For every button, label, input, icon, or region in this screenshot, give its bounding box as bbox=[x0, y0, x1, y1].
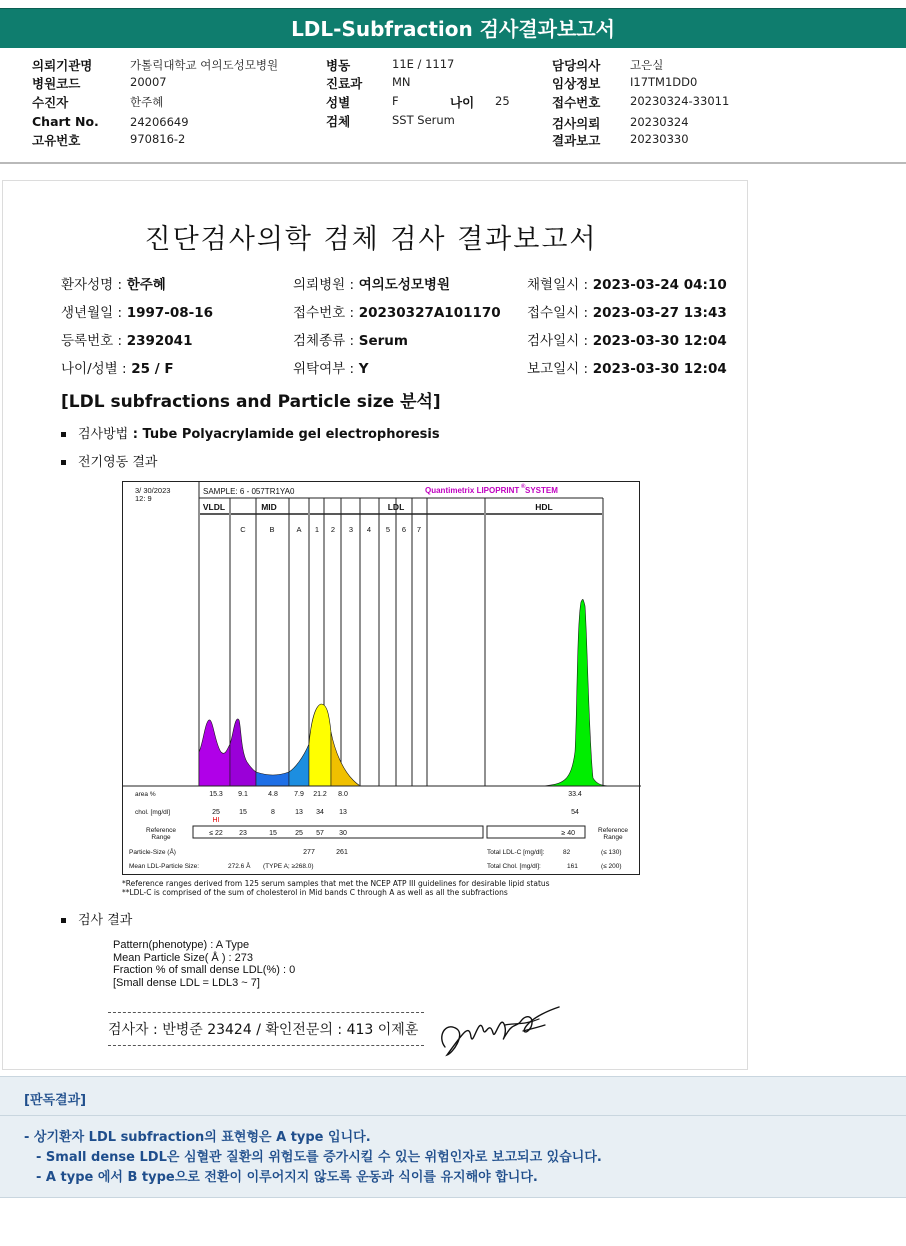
label-unique-no: 고유번호 bbox=[32, 133, 81, 148]
chart-svg bbox=[123, 482, 641, 876]
divider bbox=[108, 1012, 424, 1013]
bullet-icon bbox=[61, 432, 66, 437]
area-value: 15.3 bbox=[209, 791, 223, 798]
series-area-b bbox=[256, 772, 289, 786]
row-label-reference: Reference bbox=[146, 827, 176, 834]
area-value: 7.9 bbox=[294, 791, 304, 798]
band-label-A: A bbox=[296, 525, 302, 534]
reference-value: 57 bbox=[316, 830, 324, 837]
result-line-small-dense: Fraction % of small dense LDL(%) : 0 bbox=[113, 964, 296, 976]
value-referral-org: 가톨릭대학교 여의도성모병원 bbox=[130, 58, 279, 72]
result-line-particle-size: Mean Particle Size( Å ) : 273 bbox=[113, 951, 254, 964]
interpretation-title: [판독결과] bbox=[24, 1093, 87, 1108]
interpretation-line-1: - 상기환자 LDL subfraction의 표현형은 A type 입니다. bbox=[24, 1130, 371, 1145]
label-clinical-info: 임상정보 bbox=[552, 76, 601, 91]
label-chart-no: Chart No. bbox=[32, 114, 99, 129]
label-test-request: 검사의뢰 bbox=[552, 116, 601, 131]
reference-value: ≤ 22 bbox=[209, 830, 223, 837]
total-ldl-reference: (≤ 130) bbox=[601, 849, 622, 856]
field-outsourced: 위탁여부 : Y bbox=[293, 361, 369, 377]
value-age: 25 bbox=[495, 94, 510, 108]
report-title-bar: LDL-Subfraction 검사결과보고서 bbox=[0, 8, 906, 48]
field-referral-hospital: 의뢰병원 : 여의도성모병원 bbox=[293, 277, 451, 293]
section-title: [LDL subfractions and Particle size 분석] bbox=[61, 392, 441, 412]
chol-value: 34 bbox=[316, 809, 324, 816]
value-result-report: 20230330 bbox=[630, 132, 689, 146]
label-specimen: 검체 bbox=[326, 114, 351, 129]
chol-value: 25 bbox=[212, 809, 220, 816]
area-value: 8.0 bbox=[338, 791, 348, 798]
series-area-ldl2 bbox=[331, 732, 359, 786]
footnote-2: **LDL-C is comprised of the sum of cholesterol in Mid bands C through A as well as all the subfractions bbox=[122, 888, 508, 897]
result-block bbox=[113, 939, 295, 989]
band-label-3: 3 bbox=[348, 525, 354, 534]
mean-particle-label: Mean LDL-Particle Size: bbox=[129, 863, 200, 870]
bullet-icon bbox=[61, 460, 66, 465]
chol-flag-high: HI bbox=[212, 817, 220, 824]
chol-value: 15 bbox=[239, 809, 247, 816]
interpretation-line-2: - Small dense LDL은 심혈관 질환의 위험도를 증가시킬 수 있는 위험인자로 보고되고 있습니다. bbox=[36, 1150, 602, 1165]
band-label-2: 2 bbox=[330, 525, 336, 534]
value-department: MN bbox=[392, 75, 411, 89]
field-receipt-time: 접수일시 : 2023-03-27 13:43 bbox=[527, 305, 727, 321]
band-label-1: 1 bbox=[314, 525, 320, 534]
chart-footnotes bbox=[122, 879, 550, 897]
hdl-chol-value: 54 bbox=[571, 809, 579, 816]
value-unique-no: 970816-2 bbox=[130, 132, 186, 146]
band-label-7: 7 bbox=[416, 525, 422, 534]
interpretation-header bbox=[0, 1076, 906, 1116]
bullet-icon bbox=[61, 918, 66, 923]
particle-size-value: 261 bbox=[336, 849, 348, 856]
value-specimen: SST Serum bbox=[392, 113, 455, 127]
value-clinical-info: I17TM1DD0 bbox=[630, 75, 698, 89]
chol-value: 13 bbox=[339, 809, 347, 816]
chart-sample-id: SAMPLE: 6 - 057TR1YA0 bbox=[203, 487, 295, 496]
chart-brand-mark: ® bbox=[521, 484, 526, 490]
area-value: 9.1 bbox=[238, 791, 248, 798]
chart-brand-suffix: SYSTEM bbox=[525, 486, 558, 495]
chart-date: 3/ 30/2023 bbox=[135, 486, 171, 495]
report-title: 진단검사의학 검체 검사 결과보고서 bbox=[144, 224, 598, 255]
total-ldl-value: 82 bbox=[563, 849, 571, 856]
band-label-B: B bbox=[269, 525, 275, 534]
total-chol-reference: (≤ 200) bbox=[601, 863, 622, 870]
group-label-hdl: HDL bbox=[535, 502, 553, 512]
particle-size-value: 277 bbox=[303, 849, 315, 856]
group-label-ldl: LDL bbox=[387, 502, 405, 512]
result-bullet: 검사 결과 bbox=[61, 909, 132, 928]
area-value: 4.8 bbox=[268, 791, 278, 798]
value-ward: 11E / 1117 bbox=[392, 57, 455, 71]
row-label-particle-size: Particle-Size (Å) bbox=[129, 849, 176, 856]
tester-line: 검사자 : 반병준 23424 / 확인전문의 : 413 이제훈 bbox=[108, 1022, 419, 1038]
label-hospital-code: 병원코드 bbox=[32, 76, 81, 91]
footnote-1: *Reference ranges derived from 125 serum samples that met the NCEP ATP III guidelines for desirable lipid status bbox=[122, 879, 550, 888]
series-area-ldl1 bbox=[309, 704, 331, 786]
reference-value: 25 bbox=[295, 830, 303, 837]
total-chol-label: Total Chol. [mg/dl]: bbox=[487, 863, 541, 870]
mean-particle-value: 272.6 Å bbox=[228, 863, 251, 870]
series-area-a bbox=[289, 744, 309, 786]
handwritten-signature bbox=[435, 1003, 565, 1063]
patient-info-grid bbox=[0, 52, 906, 164]
value-receipt-no: 20230324-33011 bbox=[630, 94, 730, 108]
result-line-definition: [Small dense LDL = LDL3 ~ 7] bbox=[113, 976, 260, 989]
mean-particle-type: (TYPE A; ≥268.0) bbox=[263, 863, 314, 870]
field-report-time: 보고일시 : 2023-03-30 12:04 bbox=[527, 361, 727, 377]
reference-range-box bbox=[193, 826, 483, 838]
series-area-vldl bbox=[199, 720, 230, 786]
value-sex: F bbox=[392, 94, 399, 108]
divider bbox=[108, 1045, 424, 1046]
field-specimen-type: 검체종류 : Serum bbox=[293, 333, 408, 349]
value-test-request: 20230324 bbox=[630, 115, 689, 129]
field-patient-name: 환자성명 : 한주혜 bbox=[61, 277, 166, 293]
label-department: 진료과 bbox=[326, 76, 363, 91]
band-label-4: 4 bbox=[366, 525, 372, 534]
label-age: 나이 bbox=[450, 95, 475, 110]
label-sex: 성별 bbox=[326, 95, 351, 110]
chart-brand: Quantimetrix LIPOPRINT bbox=[425, 486, 520, 495]
electrophoresis-bullet: 전기영동 결과 bbox=[61, 451, 157, 470]
chart-time: 12: 9 bbox=[135, 494, 152, 503]
field-registration-number: 등록번호 : 2392041 bbox=[61, 333, 193, 349]
field-birth-date: 생년월일 : 1997-08-16 bbox=[61, 305, 214, 321]
label-doctor: 담당의사 bbox=[552, 58, 601, 73]
label-ward: 병동 bbox=[326, 58, 351, 73]
row-label-reference-right: Reference bbox=[598, 827, 628, 834]
value-chart-no: 24206649 bbox=[130, 115, 189, 129]
label-patient: 수진자 bbox=[32, 95, 69, 110]
label-result-report: 결과보고 bbox=[552, 133, 601, 148]
group-label-mid: MID bbox=[261, 502, 277, 512]
value-hospital-code: 20007 bbox=[130, 75, 167, 89]
interpretation-line-3: - A type 에서 B type으로 전환이 이루어지지 않도록 운동과 식이를 유지해야 합니다. bbox=[36, 1170, 538, 1185]
band-label-5: 5 bbox=[385, 525, 391, 534]
reference-value: 23 bbox=[239, 830, 247, 837]
field-age-sex: 나이/성별 : 25 / F bbox=[61, 361, 174, 377]
value-patient: 한주혜 bbox=[130, 95, 164, 109]
label-receipt-no: 접수번호 bbox=[552, 95, 601, 110]
area-value: 21.2 bbox=[313, 791, 327, 798]
hdl-reference-value: ≥ 40 bbox=[561, 830, 575, 837]
hdl-area-value: 33.4 bbox=[568, 791, 582, 798]
field-test-time: 검사일시 : 2023-03-30 12:04 bbox=[527, 333, 727, 349]
row-label-chol: chol. [mg/dl] bbox=[135, 809, 171, 816]
row-label-reference-right: Range bbox=[603, 834, 623, 841]
chol-value: 8 bbox=[271, 809, 275, 816]
field-collection-time: 채혈일시 : 2023-03-24 04:10 bbox=[527, 277, 727, 293]
total-ldl-label: Total LDL-C [mg/dl]: bbox=[487, 849, 545, 856]
result-line-pattern: Pattern(phenotype) : A Type bbox=[113, 939, 250, 951]
band-label-6: 6 bbox=[401, 525, 407, 534]
interpretation-body bbox=[0, 1116, 906, 1198]
value-doctor: 고은실 bbox=[630, 58, 664, 72]
lipoprint-chart bbox=[122, 481, 640, 875]
reference-value: 15 bbox=[269, 830, 277, 837]
total-chol-value: 161 bbox=[567, 863, 578, 870]
reference-value: 30 bbox=[339, 830, 347, 837]
field-receipt-number: 접수번호 : 20230327A101170 bbox=[293, 305, 501, 321]
series-area-c bbox=[230, 719, 256, 786]
method-bullet: 검사방법 : Tube Polyacrylamide gel electrophoresis bbox=[61, 423, 440, 442]
chol-value: 13 bbox=[295, 809, 303, 816]
group-label-vldl: VLDL bbox=[202, 502, 226, 512]
row-label-area: area % bbox=[135, 791, 156, 798]
band-label-C: C bbox=[240, 525, 246, 534]
row-label-reference: Range bbox=[151, 834, 171, 841]
label-referral-org: 의뢰기관명 bbox=[32, 58, 93, 73]
